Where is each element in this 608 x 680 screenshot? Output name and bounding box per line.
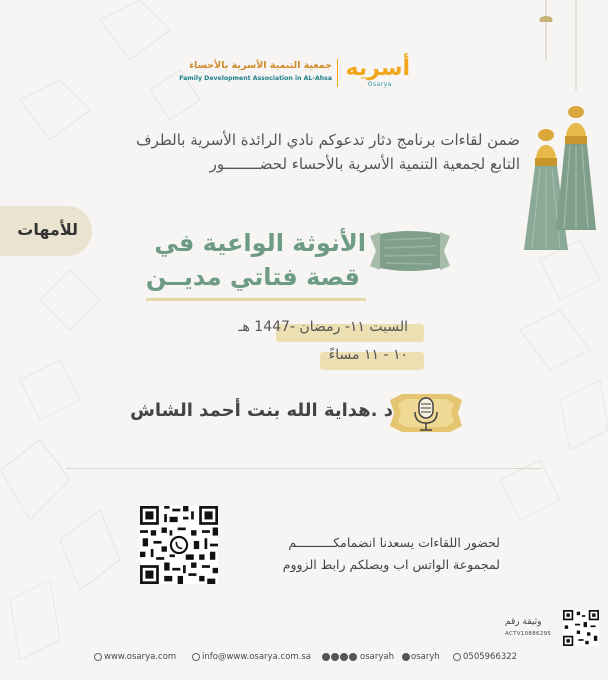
join-line-2: لمجموعة الواتس اب ويصلكم رابط الزووم bbox=[282, 557, 500, 572]
event-time: ١٠ - ١١ مساءً bbox=[328, 347, 408, 363]
footer-snapchat[interactable] bbox=[402, 650, 440, 664]
audience-badge bbox=[0, 206, 92, 256]
footer-phone[interactable] bbox=[453, 650, 517, 664]
email-text: info@www.osarya.com.sa bbox=[202, 652, 311, 662]
instagram-icon bbox=[349, 653, 357, 661]
footer-website[interactable] bbox=[94, 650, 176, 664]
document-number: ACTV10886295 bbox=[505, 631, 552, 637]
document-qr-code[interactable] bbox=[563, 610, 599, 646]
org-name-en: Family Development Association in AL-Ahsa bbox=[179, 75, 332, 82]
audience-label: للأمهات bbox=[17, 220, 78, 239]
org-name-ar: جمعية التنمية الأسرية بالأحساء bbox=[189, 60, 332, 71]
join-text bbox=[228, 532, 500, 576]
snapchat-text: osaryh bbox=[411, 652, 440, 662]
facebook-icon bbox=[322, 653, 330, 661]
title-line-1: الأنوثة الواعية في bbox=[154, 229, 366, 257]
whatsapp-qr-code[interactable] bbox=[140, 506, 218, 584]
event-title bbox=[120, 226, 366, 301]
logo-mark bbox=[342, 55, 412, 91]
document-label: وثيقة رقم bbox=[505, 617, 542, 627]
invitation-text bbox=[60, 128, 520, 176]
logo bbox=[179, 55, 412, 91]
ribbon-banner bbox=[370, 228, 450, 274]
join-line-1: لحضور اللقاءات يسعدنا انضمامكــــــــــم bbox=[288, 535, 500, 550]
logo-brand: أسريه bbox=[345, 56, 410, 81]
invitation-line-1: ضمن لقاءات برنامج دثار تدعوكم نادي الرائدة الأسرية بالطرف bbox=[136, 131, 520, 149]
event-date: السبت ١١- رمضان -1447 هـ bbox=[238, 319, 408, 335]
tassel-ornament bbox=[510, 0, 608, 270]
logo-divider bbox=[337, 59, 338, 87]
globe-icon bbox=[94, 653, 102, 661]
whatsapp-icon bbox=[453, 653, 461, 661]
footer-social[interactable] bbox=[322, 650, 394, 664]
mail-icon bbox=[192, 653, 200, 661]
date-highlight bbox=[238, 319, 424, 342]
footer-contacts bbox=[90, 650, 520, 664]
microphone-icon bbox=[388, 390, 464, 436]
section-divider bbox=[66, 468, 542, 469]
youtube-icon bbox=[331, 653, 339, 661]
website-text: www.osarya.com bbox=[104, 652, 177, 662]
invitation-line-2: التابع لجمعية التنمية الأسرية بالأحساء لحضــــــــور bbox=[209, 155, 520, 173]
time-highlight bbox=[320, 347, 424, 370]
logo-brand-latin: Osarya bbox=[367, 81, 392, 88]
phone-text: 0505966322 bbox=[463, 652, 518, 662]
twitter-icon bbox=[340, 653, 348, 661]
snapchat-icon bbox=[402, 653, 410, 661]
footer-email[interactable] bbox=[192, 650, 311, 664]
speaker-name: د .هداية الله بنت أحمد الشاش bbox=[130, 400, 393, 421]
social-handle-text: osaryah bbox=[360, 652, 394, 662]
title-line-2: قصة فتاتي مديــن bbox=[146, 260, 366, 301]
